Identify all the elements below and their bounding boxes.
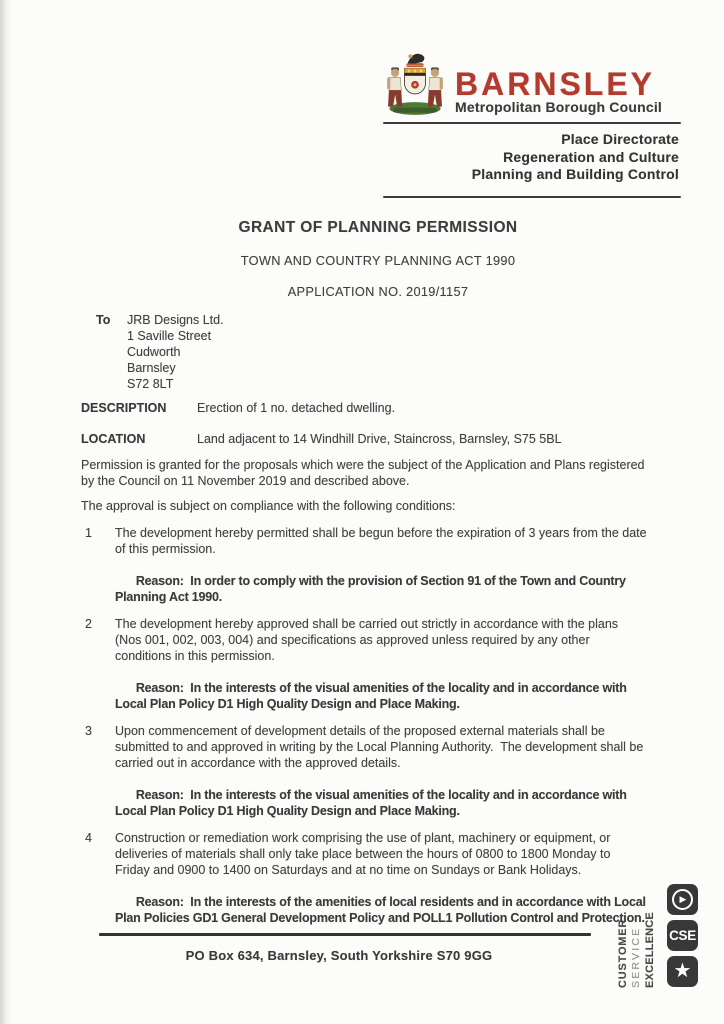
cse-word-customer: CUSTOMER — [617, 918, 629, 988]
condition-body — [115, 525, 651, 605]
footer-address: PO Box 634, Barnsley, South Yorkshire S70 9GG — [185, 948, 493, 963]
permission-paragraph: Permission is granted for the proposals which were the subject of the Application and Plans registered by the Council on 11 November 2019 and described above. — [81, 457, 648, 488]
dept-line-2: Regeneration and Culture — [503, 148, 679, 165]
dept-line-3: Planning and Building Control — [471, 166, 679, 182]
footer-rule — [99, 933, 591, 936]
act-subtitle: TOWN AND COUNTRY PLANNING ACT 1990 — [240, 252, 516, 268]
condition-body — [115, 616, 647, 712]
description-label: DESCRIPTION — [81, 400, 167, 415]
to-label: To — [96, 312, 111, 327]
recipient-block — [96, 312, 724, 392]
brand-row — [383, 47, 681, 117]
condition-text: The development hereby permitted shall be begun before the expiration of 3 years from the date of this permission. — [115, 525, 651, 556]
left-supporter — [387, 67, 402, 106]
dept-line-1: Place Directorate — [561, 131, 679, 147]
cse-vertical-text — [616, 884, 660, 988]
header-rule-bottom — [383, 196, 681, 198]
recipient-city: Barnsley — [127, 360, 176, 375]
condition-reason: Reason: In the interests of the visual amenities of the locality and in accordance with Local Plan Policy D1 High Quality Design and Place Making. — [115, 680, 630, 711]
org-name: BARNSLEY — [455, 66, 656, 102]
org-subtitle: Metropolitan Borough Council — [455, 99, 663, 115]
customer-service-excellence-logo — [616, 884, 698, 988]
right-supporter — [428, 67, 443, 106]
condition-body — [115, 830, 650, 926]
condition-number: 4 — [85, 830, 92, 845]
description-row — [81, 400, 654, 416]
play-icon: ▶ — [667, 884, 698, 915]
letterhead — [383, 47, 681, 198]
condition-item-1 — [85, 525, 724, 605]
title-block — [0, 219, 724, 300]
location-value: Land adjacent to 14 Windhill Drive, Staincross, Barnsley, S75 5BL — [197, 431, 562, 446]
barnsley-coat-of-arms-logo — [383, 47, 447, 117]
application-number: APPLICATION NO. 2019/1157 — [287, 283, 469, 299]
brand-text — [455, 66, 681, 117]
recipient-postcode: S72 8LT — [127, 376, 174, 391]
crest-top — [406, 54, 424, 67]
condition-item-3 — [85, 723, 724, 819]
recipient-town: Cudworth — [127, 344, 181, 359]
approval-paragraph: The approval is subject on compliance with the following conditions: — [81, 498, 456, 513]
condition-reason: Reason: In order to comply with the provision of Section 91 of the Town and Country Planning Act 1990. — [115, 573, 630, 604]
cse-badge: CSE — [667, 920, 698, 951]
condition-item-2 — [85, 616, 724, 712]
recipient-street: 1 Saville Street — [127, 328, 212, 343]
star-icon: ★ — [667, 956, 698, 987]
location-row — [81, 431, 654, 447]
cse-word-service: SERVICE — [630, 926, 642, 988]
condition-text: Construction or remediation work comprising the use of plant, machinery or equipment, or deliveries of materials shall only take place between the hours of 0800 to 1800 Monday to Friday and 0900 to 1400 on Saturdays and at no time on Sundays or Bank Holidays. — [115, 830, 614, 877]
cse-icon-column — [667, 884, 698, 987]
condition-text: Upon commencement of development details of the proposed external materials shall be submitted to and approved in writing by the Local Planning Authority. The development shall be carried out in accordance with the approved details. — [115, 723, 647, 770]
description-value: Erection of 1 no. detached dwelling. — [197, 400, 396, 415]
shield — [404, 68, 425, 94]
recipient-name: JRB Designs Ltd. — [127, 312, 224, 327]
condition-number: 1 — [85, 525, 92, 540]
condition-body — [115, 723, 647, 819]
department-lines — [383, 124, 681, 191]
condition-number: 2 — [85, 616, 92, 631]
condition-reason: Reason: In the interests of the amenities of local residents and in accordance with Local Plan Policies GD1 General Development Policy and POLL1 Pollution Control and Protection. — [115, 894, 650, 925]
recipient-address — [127, 312, 224, 392]
page-title: GRANT OF PLANNING PERMISSION — [238, 218, 518, 236]
condition-number: 3 — [85, 723, 92, 738]
condition-reason: Reason: In the interests of the visual amenities of the locality and in accordance with Local Plan Policy D1 High Quality Design and Place Making. — [115, 787, 630, 818]
location-label: LOCATION — [81, 431, 146, 446]
cse-word-excellence: EXCELLENCE — [644, 912, 656, 988]
condition-text: The development hereby approved shall be carried out strictly in accordance with the plans (Nos 001, 002, 003, 004) and specifications as approved unless required by any other conditions in this permission. — [115, 616, 622, 663]
